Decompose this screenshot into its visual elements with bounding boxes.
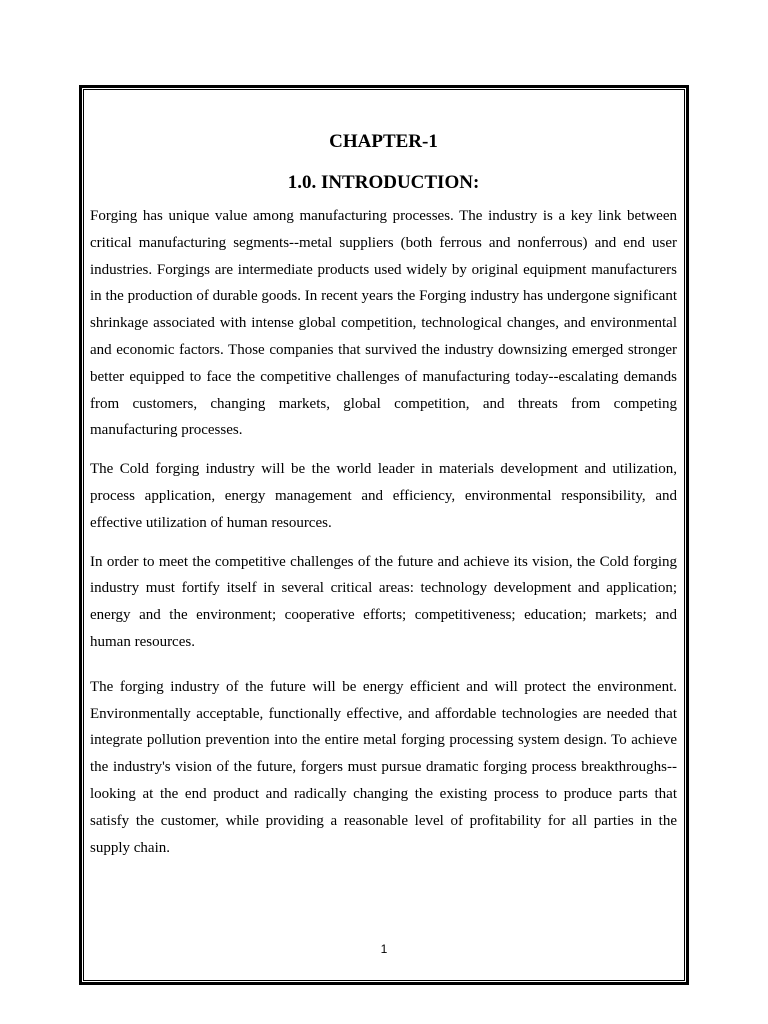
paragraph-1: Forging has unique value among manufacturing processes. The industry is a key link between critical manufacturing segments--metal suppliers (both ferrous and nonferrous) and end user industries. Forgings are intermediate products used widely by original equipment manufacturers in the production of durable goods. In recent years the Forging industry has undergone significant shrinkage associated with intense global competition, technological changes, and environmental and economic factors. Those companies that survived the industry downsizing emerged stronger better equipped to face the competitive challenges of manufacturing today--escalating demands from customers, changing markets, global competition, and threats from competing manufacturing processes. xyxy=(90,208,677,439)
paragraph-4: The forging industry of the future will be energy efficient and will protect the environment. Environmentally acceptable, functionally effective, and affordable technologies are needed that integrate pollution prevention into the entire metal forging processing system design. To achieve the industry's vision of the future, forgers must pursue dramatic forging process breakthroughs--looking at the end product and radically changing the existing process to produce parts that satisfy the customer, while providing a reasonable level of profitability for all parties in the supply chain. xyxy=(90,678,677,856)
chapter-heading: CHAPTER-1 xyxy=(329,131,438,152)
paragraph-2: The Cold forging industry will be the world leader in materials development and utilization, process application, energy management and efficiency, environmental responsibility, and effective utilization of human resources. xyxy=(90,461,677,531)
section-heading: 1.0. INTRODUCTION: xyxy=(287,172,480,193)
page-content xyxy=(90,128,677,873)
page-number: 1 xyxy=(380,942,388,956)
paragraph-3: In order to meet the competitive challenges of the future and achieve its vision, the Cold forging industry must fortify itself in several critical areas: technology development and application; energy and the environment; cooperative efforts; competitiveness; education; markets; and human resources. xyxy=(90,553,677,650)
